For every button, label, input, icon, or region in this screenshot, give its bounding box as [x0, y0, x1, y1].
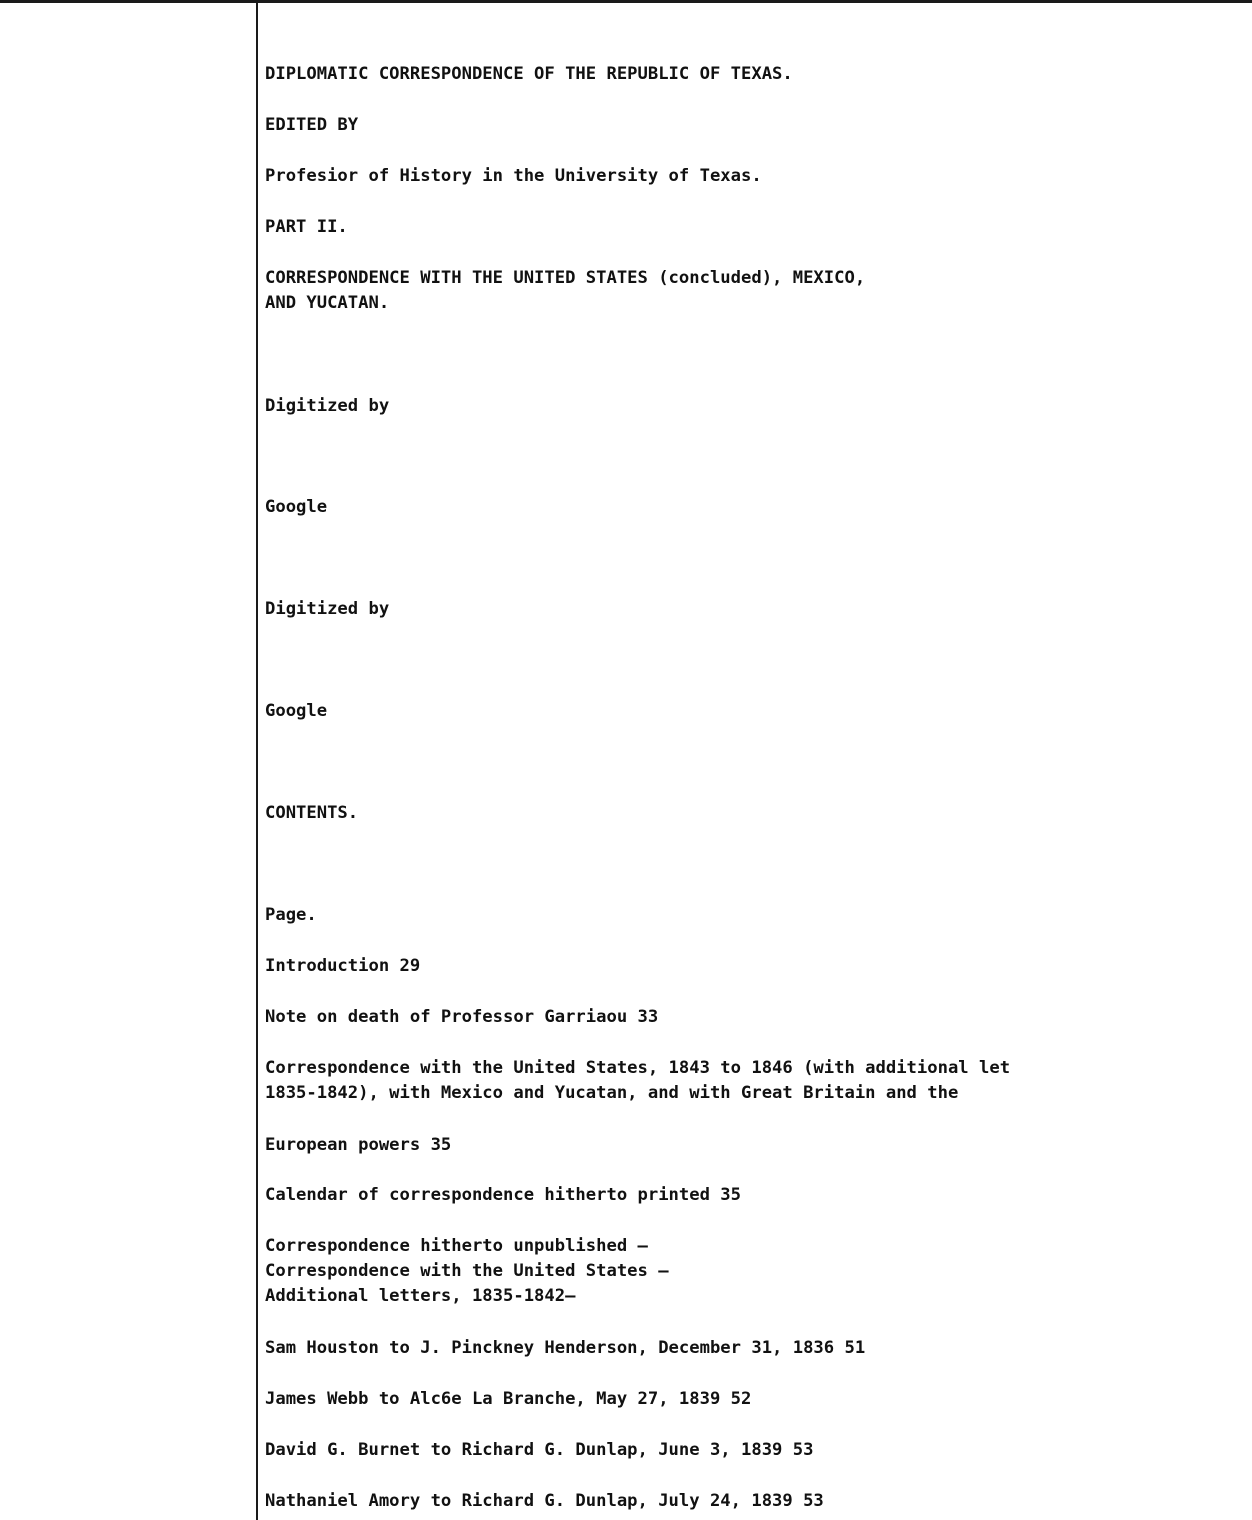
contents-entry: James Webb to Alc6e La Branche, May 27, 1839 52 — [265, 1389, 752, 1409]
contents-entry: Correspondence hitherto unpublished — — [265, 1236, 648, 1256]
contents-entry: European powers 35 — [265, 1135, 452, 1155]
contents-entry: Nathaniel Amory to Richard G. Dunlap, July 24, 1839 53 — [265, 1491, 824, 1511]
editor-position: Profesior of History in the University of Texas. — [265, 166, 762, 186]
contents-entry: Correspondence with the United States — — [265, 1261, 669, 1281]
google-label: Google — [265, 701, 328, 721]
contents-entry: Calendar of correspondence hitherto printed 35 — [265, 1185, 741, 1205]
google-label: Google — [265, 497, 328, 517]
contents-entry: Note on death of Professor Garriaou 33 — [265, 1007, 659, 1027]
digitized-by-label: Digitized by — [265, 396, 390, 416]
contents-entry: Sam Houston to J. Pinckney Henderson, December 31, 1836 51 — [265, 1338, 866, 1358]
digitized-by-label: Digitized by — [265, 599, 390, 619]
subtitle-line-1: CORRESPONDENCE WITH THE UNITED STATES (concluded), MEXICO, — [265, 268, 866, 288]
contents-entry: Correspondence with the United States, 1843 to 1846 (with additional let — [265, 1058, 1011, 1078]
contents-entry: David G. Burnet to Richard G. Dunlap, June 3, 1839 53 — [265, 1440, 814, 1460]
part-label: PART II. — [265, 217, 348, 237]
subtitle-line-2: AND YUCATAN. — [265, 293, 390, 313]
document-title: DIPLOMATIC CORRESPONDENCE OF THE REPUBLIC OF TEXAS. — [265, 64, 793, 84]
page-column-label: Page. — [265, 905, 317, 925]
contents-heading: CONTENTS. — [265, 803, 359, 823]
edited-by-label: EDITED BY — [265, 115, 359, 135]
contents-entry: Introduction 29 — [265, 956, 421, 976]
contents-entry: Additional letters, 1835-1842— — [265, 1286, 576, 1306]
contents-entry: 1835-1842), with Mexico and Yucatan, and with Great Britain and the — [265, 1083, 959, 1103]
